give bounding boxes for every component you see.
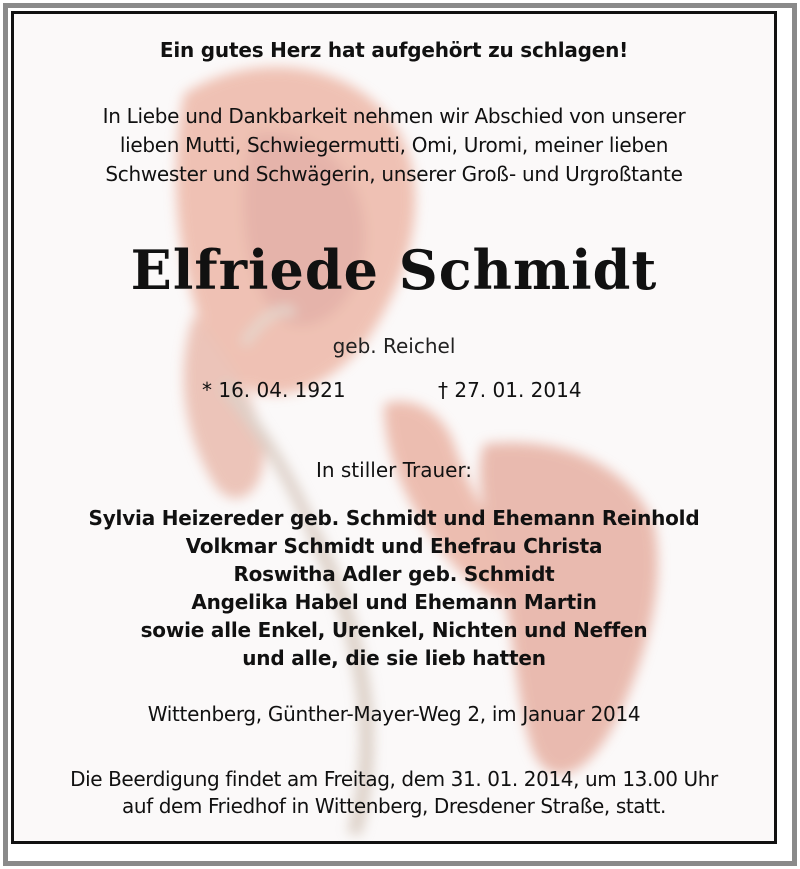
life-dates bbox=[14, 378, 774, 406]
intro-line: In Liebe und Dankbarkeit nehmen wir Abschied von unserer bbox=[102, 104, 686, 128]
mourner-line: und alle, die sie lieb hatten bbox=[242, 646, 546, 670]
death-date: † 27. 01. 2014 bbox=[438, 378, 582, 402]
place-and-date: Wittenberg, Günther-Mayer-Weg 2, im Januar 2014 bbox=[147, 702, 641, 726]
mourners-list bbox=[14, 504, 774, 672]
intro-text bbox=[14, 102, 774, 189]
mourner-line: Sylvia Heizereder geb. Schmidt und Ehemann Reinhold bbox=[88, 506, 700, 530]
headline: Ein gutes Herz hat aufgehört zu schlagen! bbox=[159, 38, 629, 62]
funeral-line: Die Beerdigung findet am Freitag, dem 31. 01. 2014, um 13.00 Uhr bbox=[70, 767, 718, 791]
birth-date: * 16. 04. 1921 bbox=[202, 378, 346, 402]
obituary-text bbox=[14, 14, 774, 841]
funeral-notice bbox=[14, 766, 774, 820]
funeral-line: auf dem Friedhof in Wittenberg, Dresdener Straße, statt. bbox=[122, 794, 666, 818]
obituary-card bbox=[11, 11, 777, 844]
intro-line: Schwester und Schwägerin, unserer Groß- und Urgroßtante bbox=[105, 162, 683, 186]
birth-name: geb. Reichel bbox=[332, 334, 456, 358]
mourner-line: Roswitha Adler geb. Schmidt bbox=[233, 562, 555, 586]
mourner-line: Angelika Habel und Ehemann Martin bbox=[191, 590, 597, 614]
deceased-name: Elfriede Schmidt bbox=[130, 238, 658, 302]
mourner-line: sowie alle Enkel, Urenkel, Nichten und Neffen bbox=[140, 618, 648, 642]
mourning-heading: In stiller Trauer: bbox=[315, 458, 473, 482]
intro-line: lieben Mutti, Schwiegermutti, Omi, Uromi, meiner lieben bbox=[119, 133, 669, 157]
mourner-line: Volkmar Schmidt und Ehefrau Christa bbox=[185, 534, 603, 558]
